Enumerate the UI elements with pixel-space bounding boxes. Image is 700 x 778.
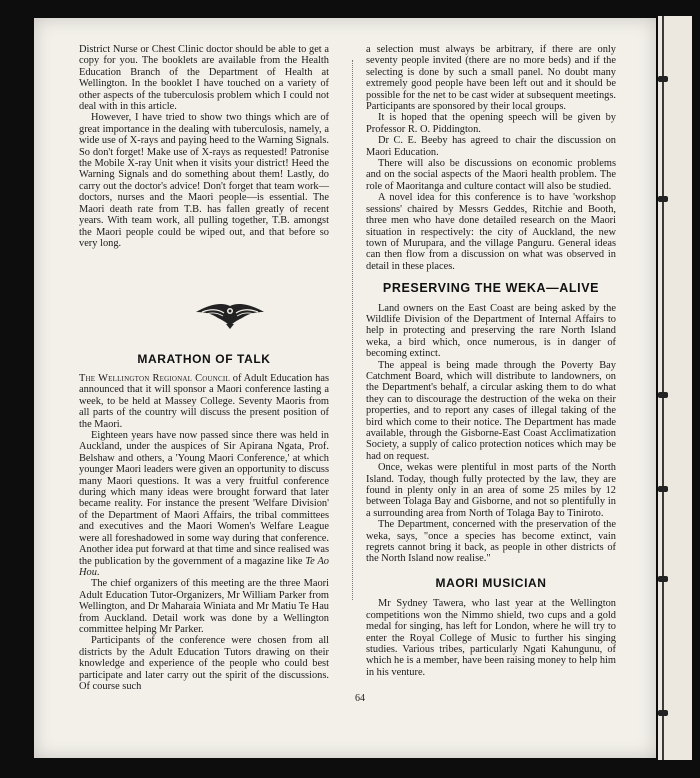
left-column-top bbox=[79, 44, 329, 249]
binding-mark bbox=[658, 576, 668, 582]
weka-paragraph-4: The Department, concerned with the preservation of the weka, says, "once a species has become extinct, vain regrets cannot bring it back, as people in other districts of the North Island now realise." bbox=[366, 519, 616, 565]
marathon-paragraph-2-end: . bbox=[96, 566, 100, 578]
weka-paragraph-1: Land owners on the East Coast are being asked by the Wildlife Division of the Department of Internal Affairs to help in protecting and preserving the rare North Island weka, a bird which, once numerous, is in danger of becoming extinct. bbox=[366, 302, 616, 360]
marathon-lead-smallcaps: The Wellington Regional Council bbox=[79, 373, 230, 384]
magazine-title: Te Ao Hou bbox=[79, 555, 329, 578]
marathon-article bbox=[79, 373, 329, 692]
binding-mark bbox=[658, 76, 668, 82]
weka-heading: PRESERVING THE WEKA—ALIVE bbox=[382, 281, 600, 296]
binding-mark bbox=[658, 710, 668, 716]
binding-mark bbox=[658, 486, 668, 492]
marathon-paragraph-2-text: Eighteen years have now passed since there was held in Auckland, under the auspices of Sir Apirana Ngata, Prof. Belshaw and others, a 'Young Maori Conference,' at which younger Maori leaders were given an opportunity to discuss many Maori questions. It was a very fruitful conference during which many ideas were brought forward that later became reality. For instance the present 'Welfare Division' of the Department of Maori Affairs, the tribal committees and executives and the Maori Women's Welfare League were all foreshadowed in some way during that conference. Another idea put forward at that time and since realised was the publication by the government of a magazine like bbox=[79, 430, 329, 567]
carved-bird-emblem-icon bbox=[192, 300, 268, 330]
binding-mark bbox=[658, 392, 668, 398]
marathon-paragraph-3: The chief organizers of this meeting are the three Maori Adult Education Tutor-Organizers, Mr William Parker from Wellington, and Dr Maharaia Winiata and Mr Matiu Te Hau from Auckland. Detail work was done by a Wellington committee helping Mr Parker. bbox=[79, 578, 329, 635]
next-page-edge bbox=[658, 16, 692, 760]
tb-paragraph-2: However, I have tried to show two things which are of great importance in the dealing with tuberculosis, namely, a wide use of X-rays and paying heed to the Warning Signals. So don't forget! Make use of X-rays as requested! Patronise the Mobile X-ray Unit when it visits your district! Heed the Warning Signals and do something about them! Lastly, do carry out the doctor's advice! Don't forget that team work—doctors, nurses and the Maori people—is essential. The Maori death rate from T.B. has fallen greatly of recent years. With team work, all pulling together, T.B. amongst the Maori people could be wiped out, and that before so very long. bbox=[79, 112, 329, 249]
page-edge-line bbox=[662, 16, 664, 760]
column-divider bbox=[352, 60, 353, 600]
marathon-lead-rest: of Adult Education has announced that it will sponsor a Maori conference lasting a week, to be held at Massey College. Seventy Maoris from all parts of the country will discuss the present position of the Maori. bbox=[79, 373, 329, 430]
weka-paragraph-3: Once, wekas were plentiful in most parts of the North Island. Today, though fully protected by the law, they are found in plenty only in an area of some 25 miles by 12 between Tolaga Bay and Gisborne, and not so plentifully in a surrounding area from North of Tolaga Bay to Tiniroto. bbox=[366, 462, 616, 519]
marathon-continued-3: Dr C. E. Beeby has agreed to chair the discussion on Maori Education. bbox=[366, 135, 616, 158]
page-number: 64 bbox=[355, 693, 365, 704]
right-column bbox=[366, 44, 616, 678]
marathon-continued-5: A novel idea for this conference is to have 'workshop sessions' chaired by Messrs Geddes, Ritchie and Booth, three men who have done detailed research on the Maori situation in respectively: the city of Auckland, the new town of Murupara, and the village Panguru. General ideas can then flow from a discussion on what was observed in detail in these places. bbox=[366, 192, 616, 272]
marathon-continued-2: It is hoped that the opening speech will be given by Professor R. O. Piddington. bbox=[366, 112, 616, 135]
tb-paragraph-1: District Nurse or Chest Clinic doctor should be able to get a copy for you. The booklets are available from the Health Education Branch of the Department of Health at Wellington. In the booklet I have touched on a variety of other aspects of the tuberculosis problem which I could not deal with in this article. bbox=[79, 44, 329, 113]
marathon-paragraph-4: Participants of the conference were chosen from all districts by the Adult Education Tutors drawing on their knowledge and experience of the people who could best participate and later carry out the spirit of the discussions. Of course such bbox=[79, 635, 329, 692]
marathon-paragraph-1 bbox=[79, 373, 329, 430]
marathon-continued-4: There will also be discussions on economic problems and on the social aspects of the Maori health problem. The role of Maoritanga and culture contact will also be studied. bbox=[366, 158, 616, 192]
marathon-continued-1: a selection must always be arbitrary, if there are only seventy people invited (there are no more beds) and if the selecting is done by such a small panel. No doubt many extremely good people have been left out and it should be possible for the net to be cast wider at subsequent meetings. Participants are sponsored by their local groups. bbox=[366, 44, 616, 113]
musician-heading: MAORI MUSICIAN bbox=[435, 575, 547, 590]
binding-mark bbox=[658, 196, 668, 202]
marathon-heading: MARATHON OF TALK bbox=[137, 352, 271, 366]
musician-paragraph: Mr Sydney Tawera, who last year at the Wellington competitions won the Nimmo shield, two cups and a gold medal for singing, has left for London, where he will try to enter the Royal College of Music to further his singing studies. Various tribes, particularly Ngati Kahungunu, of which he is a member, have been raising money to help him in his venture. bbox=[366, 598, 616, 678]
marathon-paragraph-2 bbox=[79, 430, 329, 578]
weka-paragraph-2: The appeal is being made through the Poverty Bay Catchment Board, which will distribute to landowners, on the Department's behalf, a circular asking them to do what they can to discourage the destruction of the weka on their properties, and to report any cases of illegal taking of the bird which come to their notice. The Department has made available, through the Gisborne-East Coast Acclimatization Society, a supply of calico protection notices which may be had on request. bbox=[366, 359, 616, 462]
